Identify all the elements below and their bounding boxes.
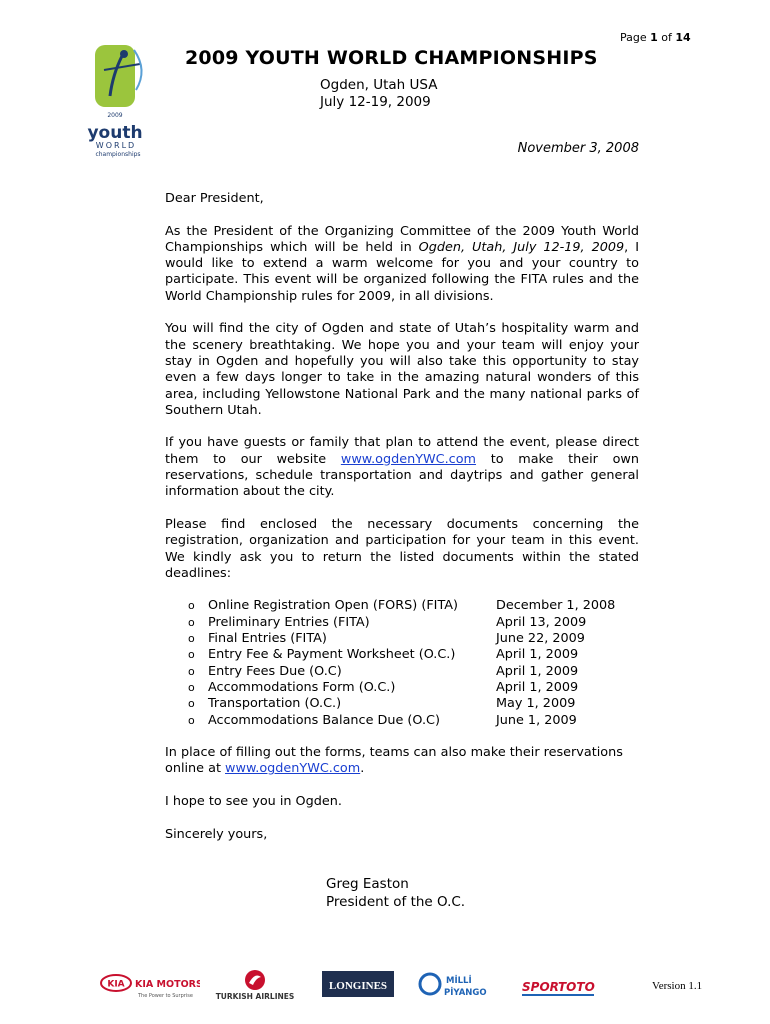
spor-toto-logo xyxy=(520,968,600,1004)
svg-text:2009: 2009 xyxy=(107,112,123,119)
event-location-block xyxy=(320,77,437,111)
letter-date: November 3, 2008 xyxy=(517,141,639,156)
svg-text:championships: championships xyxy=(95,151,141,158)
list-item: o Entry Fee & Payment Worksheet (O.C.) April 1, 2009 xyxy=(188,647,579,663)
list-item: o Preliminary Entries (FITA) April 13, 2009 xyxy=(188,614,587,630)
svg-text:TURKISH AIRLINES: TURKISH AIRLINES xyxy=(215,992,295,1001)
milli-piyango-logo xyxy=(418,968,498,1004)
svg-text:MİLLİ: MİLLİ xyxy=(446,976,472,986)
sponsor-logos xyxy=(100,968,620,1004)
svg-text:PİYANGO: PİYANGO xyxy=(444,988,487,998)
event-dates: July 12-19, 2009 xyxy=(320,94,431,110)
signer-title: President of the O.C. xyxy=(326,894,466,910)
signer-name: Greg Easton xyxy=(326,876,409,892)
svg-text:youth: youth xyxy=(87,123,143,143)
longines-logo xyxy=(322,968,394,1004)
list-item: o Entry Fees Due (O.C) April 1, 2009 xyxy=(188,663,579,679)
website-link-2[interactable]: www.ogdenYWC.com xyxy=(225,761,361,777)
page-number: Page 1 of 14 xyxy=(620,31,691,44)
youth-world-championships-logo xyxy=(82,40,172,158)
svg-text:TOTO: TOTO xyxy=(558,980,595,994)
closing: Sincerely yours, xyxy=(165,826,268,842)
event-location: Ogden, Utah USA xyxy=(320,77,438,93)
paragraph-hope: I hope to see you in Ogden. xyxy=(165,793,342,809)
document-title: 2009 YOUTH WORLD CHAMPIONSHIPS xyxy=(185,47,598,69)
version-label: Version 1.1 xyxy=(652,980,703,992)
svg-text:KIA: KIA xyxy=(107,979,125,990)
svg-text:The Power to Surprise: The Power to Surprise xyxy=(138,993,193,999)
website-link[interactable]: www.ogdenYWC.com xyxy=(340,451,477,467)
svg-text:SPOR: SPOR xyxy=(522,980,559,994)
svg-text:WORLD: WORLD xyxy=(95,141,137,150)
list-item: o Final Entries (FITA) June 22, 2009 xyxy=(188,631,585,647)
list-item: o Online Registration Open (FORS) (FITA) December 1, 2008 xyxy=(188,598,616,614)
paragraph-guests: If you have guests or family that plan to attend the event, please direct them to our website www.ogdenYWC.com to make their own reservations, schedule transportation and daytrips and gather general information about the city. xyxy=(165,435,639,500)
list-item: o Transportation (O.C.) May 1, 2009 xyxy=(188,696,576,712)
svg-text:KIA MOTORS: KIA MOTORS xyxy=(135,979,200,990)
letter-body xyxy=(165,191,639,859)
kia-motors-logo xyxy=(100,968,200,1004)
svg-text:LONGINES: LONGINES xyxy=(328,980,388,992)
list-item: o Accommodations Balance Due (O.C) June 1, 2009 xyxy=(188,712,577,728)
list-item: o Accommodations Form (O.C.) April 1, 2009 xyxy=(188,679,579,695)
turkish-airlines-logo xyxy=(215,968,295,1004)
deadlines-list xyxy=(165,598,639,728)
salutation: Dear President, xyxy=(165,191,264,206)
signature-block xyxy=(326,875,465,911)
paragraph-online: In place of filling out the forms, teams can also make their reservations online at www.ogdenYWC.com. xyxy=(165,745,623,777)
paragraph-ogden: You will find the city of Ogden and state of Utah’s hospitality warm and the scenery breathtaking. We hope you and your team will enjoy your stay in Ogden and hopefully you will also take this opportunity to stay even a few days longer to take in the amazing natural wonders of this area, including Yellowstone National Park and the many national parks of Southern Utah. xyxy=(165,321,639,418)
paragraph-welcome: As the President of the Organizing Committee of the 2009 Youth World Championships which will be held in Ogden, Utah, July 12-19, 2009, I would like to extend a warm welcome for you and your country to participate. This event will be organized following the FITA rules and the World Championship rules for 2009, in all divisions. xyxy=(165,223,639,304)
paragraph-documents: Please find enclosed the necessary documents concerning the registration, organization and participation for your team in this event. We kindly ask you to return the listed documents within the stated deadlines: xyxy=(165,516,639,581)
